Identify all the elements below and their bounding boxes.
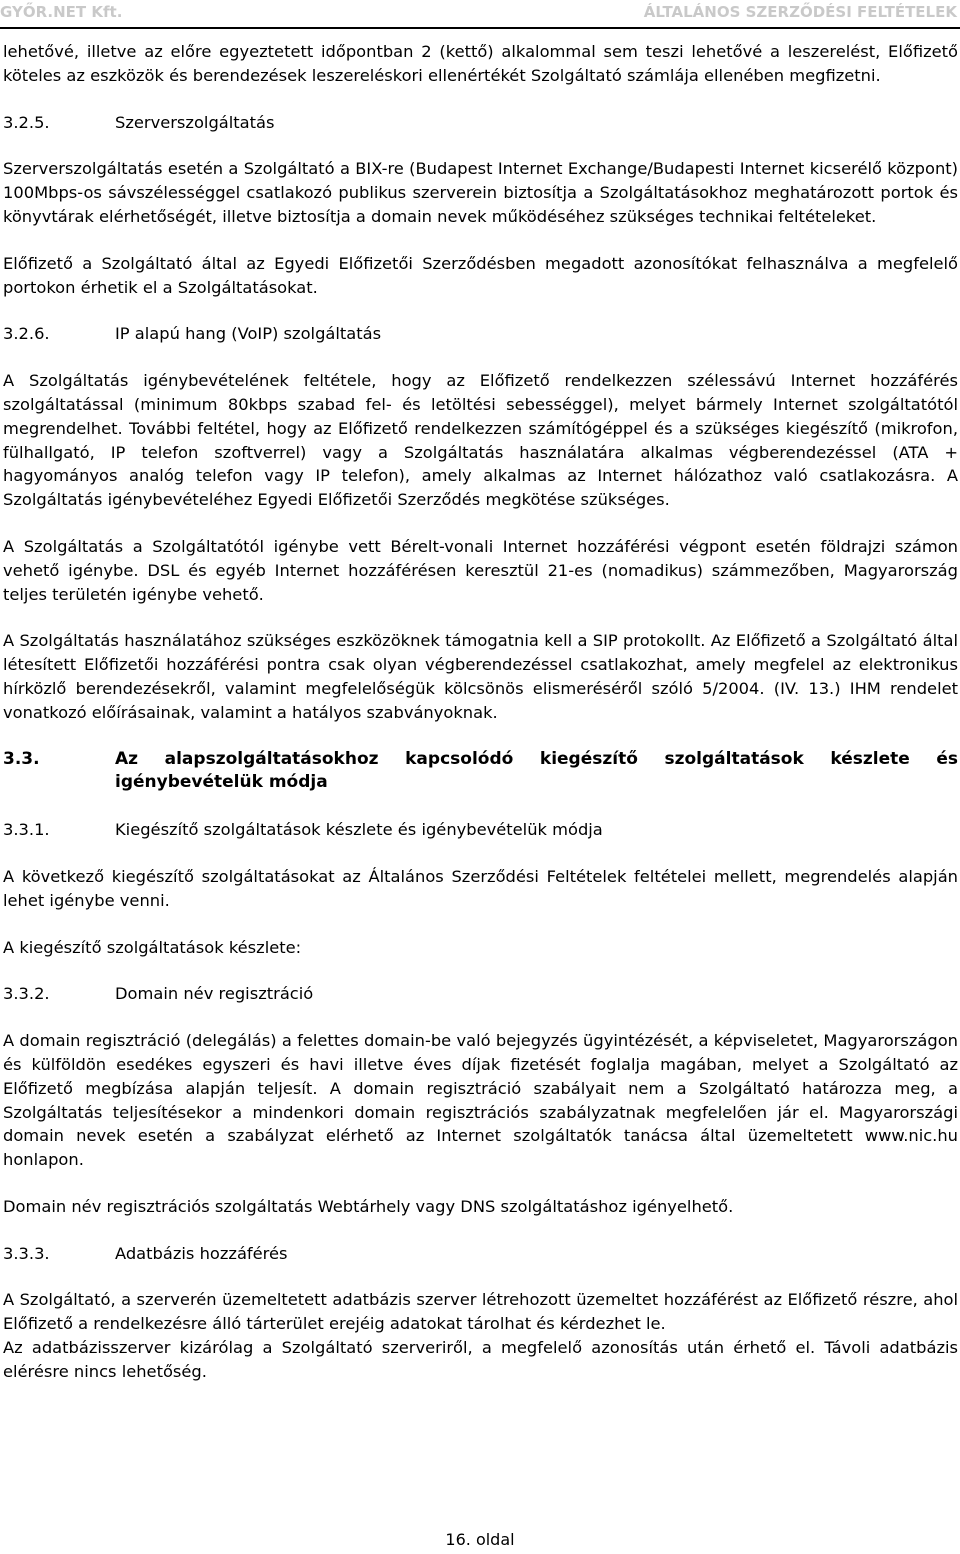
header-divider	[0, 27, 960, 29]
paragraph: A következő kiegészítő szolgáltatásokat az Általános Szerződési Feltételek feltételei mellett, megrendelés alapján lehet igénybe venni.	[3, 866, 958, 910]
section-number: 3.2.6.	[3, 324, 50, 344]
section-title: Kiegészítő szolgáltatások készlete és igénybevételük módja	[115, 820, 603, 840]
section-title: IP alapú hang (VoIP) szolgáltatás	[115, 324, 382, 344]
section-number: 3.3.3.	[3, 1243, 50, 1263]
section-number: 3.3.2.	[3, 984, 50, 1004]
paragraph: A domain regisztráció (delegálás) a felettes domain-be való bejegyzés ügyintézését, a képviseletet, Magyarországon és külföldön esedékes egyszeri és havi illetve éves díjak fizetését foglalja magában, melyet a Szolgáltató az Előfizető megbízása alapján teljesít. A domain regisztráció szabályait nem a Szolgáltató határozza meg, a Szolgáltatás teljesítésekor a mindenkori domain regisztrációs szabályzatnak megfelelően jár el. Magyarországi domain nevek esetén a szabályzat elérhető az Internet szolgáltatók tanácsa által üzemeltetett www.nic.hu honlapon.	[3, 1031, 958, 1170]
document-body	[3, 40, 958, 1407]
paragraph: Az adatbázisszerver kizárólag a Szolgáltató szerveriről, a megfelelő azonosítás után érhető el. Távoli adatbázis elérésre nincs lehetőség.	[3, 1338, 958, 1381]
section-heading-3-2-5	[3, 111, 958, 135]
section-number: 3.3.	[3, 748, 40, 769]
paragraph: Előfizető a Szolgáltató által az Egyedi Előfizetői Szerződésben megadott azonosítókat felhasználva a megfelelő portokon érhetik el a Szolgáltatásokat.	[3, 253, 958, 297]
section-heading-3-3-3	[3, 1242, 958, 1266]
paragraph: lehetővé, illetve az előre egyeztetett időpontban 2 (kettő) alkalommal sem teszi lehetővé a leszerelést, Előfizető köteles az eszközök és berendezések leszereléskori ellenértékét Szolgáltató számlája ellenében megfizetni.	[3, 42, 958, 85]
section-title: Az alapszolgáltatásokhoz kapcsolódó kiegészítő szolgáltatások készlete és igénybevételük módja	[115, 748, 958, 793]
section-title: Adatbázis hozzáférés	[115, 1243, 288, 1263]
section-title: Szerverszolgáltatás	[115, 112, 275, 132]
page-number: 16. oldal	[445, 1530, 515, 1549]
paragraph: A kiegészítő szolgáltatások készlete:	[3, 937, 302, 957]
section-number: 3.2.5.	[3, 112, 50, 132]
section-heading-3-3-1	[3, 818, 958, 842]
paragraph: Szerverszolgáltatás esetén a Szolgáltató a BIX-re (Budapest Internet Exchange/Budapesti Internet kicserélő központ) 100Mbps-os sávszélességgel csatlakozó publikus szerverein biztosítja a Szolgáltatásokhoz meghatározott portok és könyvtárak elérhetőségét, illetve biztosítja a domain nevek működéséhez szükséges technikai feltételeket.	[3, 159, 958, 226]
section-title: Domain név regisztráció	[115, 984, 314, 1004]
company-name: GYŐR.NET Kft.	[0, 3, 123, 21]
page-header	[0, 0, 960, 26]
paragraph: A Szolgáltató, a szerverén üzemeltetett adatbázis szerver létrehozott üzemeltet hozzáférést az Előfizető részre, ahol Előfizető a rendelkezésre álló tárterület erejéig adatokat tárolhat és kérdezhet le.	[3, 1290, 958, 1334]
paragraph: A Szolgáltatás a Szolgáltatótól igénybe vett Bérelt-vonali Internet hozzáférési végpont esetén földrajzi számon vehető igénybe. DSL és egyéb Internet hozzáférésen keresztül 21-es (nomadikus) számmezőben, Magyarország teljes területén igénybe vehető.	[3, 536, 958, 604]
paragraph: A Szolgáltatás használatához szükséges eszközöknek támogatnia kell a SIP protokollt. Az Előfizető a Szolgáltató által létesített Előfizetői hozzáférési pontra csak olyan végberendezéssel csatlakozhat, amely megfelel az elektronikus hírközlő berendezésekről, valamint megfelelőségük kölcsönös elismeréséről szóló 5/2004. (IV. 13.) IHM rendelet vonatkozó előírásainak, valamint a hatályos szabványoknak.	[3, 631, 958, 722]
section-heading-3-2-6	[3, 322, 958, 346]
paragraph: Domain név regisztrációs szolgáltatás Webtárhely vagy DNS szolgáltatáshoz igényelhető.	[3, 1196, 734, 1216]
section-heading-3-3-2	[3, 982, 958, 1006]
paragraph: A Szolgáltatás igénybevételének feltétele, hogy az Előfizető rendelkezzen szélessávú Internet hozzáférés szolgáltatással (minimum 80kbps szabad fel- és letöltési sebességgel), melyet bármely Internet szolgáltatótól megrendelhet. További feltétel, hogy az Előfizető rendelkezzen számítógéppel és a szükséges kiegészítő (mikrofon, fülhallgató, IP telefon szoftverrel) vagy a Szolgáltatás használatára alkalmas végberendezéssel (ATA + hagyományos analóg telefon vagy IP telefon), amely alkalmas az Internet hálózathoz való csatlakozásra. A Szolgáltatás igénybevételéhez Egyedi Előfizetői Szerződés megkötése szükséges.	[3, 371, 958, 510]
section-number: 3.3.1.	[3, 820, 50, 840]
section-heading-3-3	[3, 748, 958, 796]
document-title: ÁLTALÁNOS SZERZŐDÉSI FELTÉTELEK	[643, 3, 957, 21]
